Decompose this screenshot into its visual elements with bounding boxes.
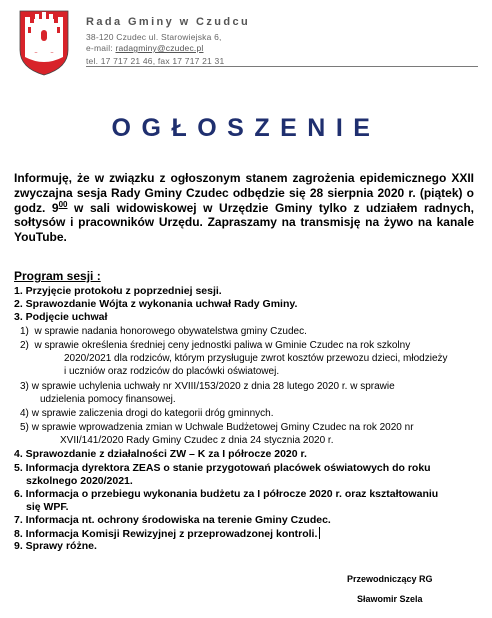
- resolution-4-text: w sprawie zaliczenia drogi do kategorii dróg gminnych.: [31, 408, 274, 419]
- program-item-8-text: 8. Informacja Komisji Rewizyjnej z przeprowadzonej kontroli.: [14, 528, 318, 540]
- intro-paragraph: [14, 171, 474, 245]
- program-item-5-line2: szkolnego 2020/2021.: [26, 475, 133, 487]
- letterhead: [86, 16, 250, 67]
- signature-name: Sławomir Szela: [357, 594, 423, 604]
- resolution-1-number: 1): [20, 326, 29, 337]
- program-item-7: 7. Informacja nt. ochrony środowiska na terenie Gminy Czudec.: [14, 514, 331, 526]
- address-line: 38-120 Czudec ul. Starowiejska 6,: [86, 32, 222, 42]
- resolution-4: [20, 407, 273, 420]
- resolution-2-text-line1: w sprawie określenia średniej ceny jednostki paliwa w Gminie Czudec na rok szkolny: [34, 340, 411, 351]
- resolution-5-text-line1: w sprawie wprowadzenia zmian w Uchwale Budżetowej Gminy Czudec na rok 2020 nr: [31, 422, 414, 433]
- resolution-2-text-line2: 2020/2021 dla rodziców, którym przysługuje zwrot kosztów przewozu dzieci, młodzieży: [64, 353, 448, 364]
- resolution-1-text: w sprawie nadania honorowego obywatelstwa gminy Czudec.: [34, 326, 307, 337]
- header-divider: [86, 66, 478, 67]
- text-cursor: [319, 527, 320, 539]
- program-item-6-line1: 6. Informacja o przebiegu wykonania budżetu za I półrocze 2020 r. oraz kształtowaniu: [14, 488, 439, 500]
- program-item-9: 9. Sprawy różne.: [14, 540, 97, 552]
- email-label: e-mail:: [86, 43, 116, 53]
- resolution-4-number: 4): [20, 408, 29, 419]
- resolution-3-number: 3): [20, 381, 29, 392]
- program-item-8: [14, 527, 320, 541]
- program-item-4: 4. Sprawozdanie z działalności ZW – K za I półrocze 2020 r.: [14, 448, 307, 460]
- program-item-5-line1: 5. Informacja dyrektora ZEAS o stanie przygotowań placówek oświatowych do roku: [14, 462, 431, 474]
- program-item-6-line2: się WPF.: [26, 501, 69, 513]
- program-item-2: 2. Sprawozdanie Wójta z wykonania uchwał Rady Gminy.: [14, 298, 298, 310]
- intro-text-start: Informuję, że w związku z ogłoszonym stanem zagrożenia epidemicznego XXII zwyczajna sesja Rady Gminy Czudec odbędzie się 28 sierpnia 2020 r. (piątek) o godz. 9: [14, 171, 474, 215]
- resolution-2-text-line3: i uczniów oraz rodziców do placówki oświatowej.: [64, 366, 280, 377]
- signature-role: Przewodniczący RG: [347, 574, 433, 584]
- program-item-1: 1. Przyjęcie protokołu z poprzedniej sesji.: [14, 285, 222, 297]
- program-heading: Program sesji :: [14, 269, 101, 283]
- org-name: Rada Gminy w Czudcu: [86, 16, 251, 28]
- resolution-2: [20, 339, 410, 352]
- resolution-3-text-line2: udzielenia pomocy finansowej.: [40, 394, 176, 405]
- resolution-3-text-line1: w sprawie uchylenia uchwały nr XVIII/153/2020 z dnia 28 lutego 2020 r. w sprawie: [31, 381, 395, 392]
- phone-line: tel. 17 717 21 46, fax 17 717 21 31: [86, 56, 225, 66]
- resolution-5-number: 5): [20, 422, 29, 433]
- email-link[interactable]: radagminy@czudec.pl: [115, 43, 204, 53]
- resolution-3: [20, 380, 395, 393]
- resolution-1: [20, 325, 307, 338]
- page-title: OGŁOSZENIE: [111, 114, 381, 142]
- email-line: [86, 43, 250, 54]
- resolution-2-number: 2): [20, 340, 29, 351]
- resolution-5-text-line2: XVII/141/2020 Rady Gminy Czudec z dnia 24 stycznia 2020 r.: [60, 435, 334, 446]
- time-minutes-superscript: 00: [58, 199, 68, 209]
- intro-text-end: w sali widowiskowej w Urzędzie Gminy tylko z udziałem radnych, sołtysów i pracowników Urzędu. Zapraszamy na transmisję na żywo na kanale YouTube.: [14, 200, 474, 245]
- resolution-5: [20, 421, 414, 434]
- coat-of-arms-logo: [19, 10, 69, 76]
- program-item-3: 3. Podjęcie uchwał: [14, 311, 108, 323]
